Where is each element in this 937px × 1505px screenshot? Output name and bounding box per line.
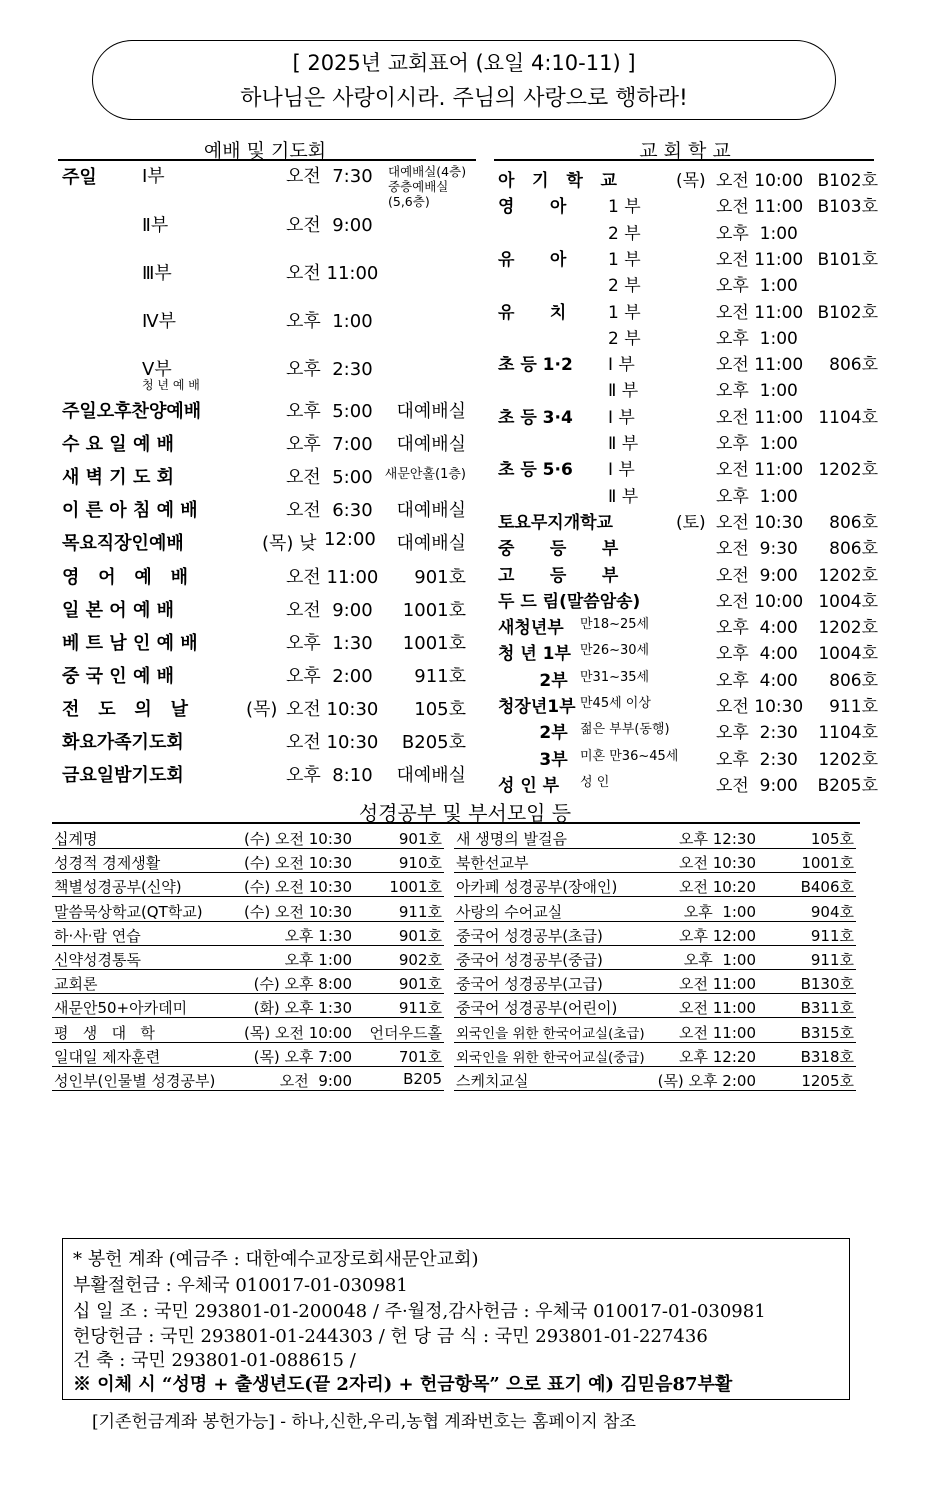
bible-row-right	[454, 995, 856, 1018]
bible-row-left	[52, 1020, 444, 1043]
worship-time: 오전 6:30	[286, 500, 373, 522]
study-room: 언더우드홀	[369, 1023, 442, 1042]
study-time: (수) 오전 10:30	[244, 902, 352, 921]
study-name: 중국어 성경공부(어린이)	[456, 999, 618, 1018]
worship-room: 대예배실	[396, 765, 466, 787]
school-name: 2부	[498, 670, 568, 691]
worship-room: 대예배실	[396, 533, 466, 555]
worship-row	[62, 761, 472, 791]
study-room: B406호	[800, 878, 854, 897]
school-row	[498, 613, 878, 639]
study-name: 성경적 경제생활	[54, 854, 161, 873]
school-time: 오후 2:30	[716, 723, 798, 744]
school-room: 806호	[829, 355, 878, 376]
school-time: 오전 11:00	[716, 407, 804, 428]
service-part: Ⅳ부	[142, 311, 176, 332]
study-time: (수) 오전 10:30	[244, 830, 352, 848]
service-time: 오전 7:30	[286, 166, 373, 187]
study-room: 1001호	[801, 854, 854, 873]
school-room: 1004호	[818, 644, 878, 665]
school-sub: Ⅱ 부	[608, 434, 639, 454]
school-time: 오전 11:00	[716, 355, 804, 376]
school-time: 오전 10:30	[716, 512, 804, 533]
school-name: 3부	[498, 749, 568, 770]
school-room: B101호	[817, 249, 878, 270]
school-time: 오후 2:30	[716, 749, 798, 770]
school-sub: Ⅱ 부	[608, 381, 639, 402]
school-name: 초 등 3·4	[498, 407, 573, 428]
worship-time: 12:00	[324, 529, 376, 551]
school-name: 토요무지개학교	[498, 512, 613, 533]
school-row	[498, 508, 878, 534]
worship-day: (목) 낮	[262, 533, 317, 555]
school-room: B103호	[817, 197, 878, 218]
worship-title-rule	[58, 159, 476, 161]
school-room: 1104호	[818, 407, 878, 428]
worship-room: 새문안홀(1층)	[384, 467, 466, 483]
study-name: 새 생명의 발걸음	[456, 830, 567, 848]
school-row	[498, 166, 878, 192]
bible-row-right	[454, 923, 856, 946]
school-sub: 만26~30세	[580, 643, 650, 659]
sunday-service-row	[62, 307, 472, 337]
school-name: 아 기 학 교	[498, 171, 617, 191]
school-time: 오전 10:00	[716, 591, 804, 612]
school-room: 1004호	[818, 591, 878, 612]
worship-name: 영 어 예 배	[62, 566, 188, 588]
bible-row-right	[454, 1020, 856, 1043]
study-time: 오전 10:20	[679, 878, 756, 897]
offering-line: 헌당헌금 : 국민 293801-01-244303 / 헌 당 금 식 : 국민 293801-01-227436	[73, 1326, 708, 1347]
school-row	[498, 692, 878, 718]
school-name: 2부	[498, 723, 568, 744]
school-time: 오전 9:00	[716, 775, 798, 796]
school-time: 오후 4:00	[716, 644, 798, 665]
study-room: 910호	[398, 854, 442, 873]
worship-time: 오후 8:10	[286, 765, 373, 787]
worship-row	[62, 629, 472, 659]
school-time: 오전 11:00	[716, 302, 804, 323]
study-name: 신약성경통독	[54, 951, 141, 969]
school-room: B102호	[817, 302, 878, 323]
offering-line: 건 축 : 국민 293801-01-088615 /	[73, 1350, 356, 1371]
bible-row-right	[454, 1044, 856, 1067]
school-row	[498, 245, 878, 271]
study-time: 오전 11:00	[679, 1023, 756, 1042]
worship-room: 1001호	[402, 599, 466, 621]
study-room: 901호	[398, 926, 442, 945]
service-time: 오후 1:00	[286, 311, 373, 332]
study-room: 901호	[398, 830, 442, 848]
school-room: B205호	[817, 775, 878, 796]
school-row	[498, 639, 878, 665]
school-row	[498, 429, 878, 455]
school-row	[498, 534, 878, 560]
worship-day: (목)	[246, 698, 278, 720]
school-time: 오후 4:00	[716, 618, 798, 639]
school-name: 청 년 1부	[498, 644, 571, 665]
school-name: 중 등 부	[498, 539, 619, 560]
study-time: (목) 오후 2:00	[657, 1072, 756, 1090]
study-room: 1205호	[801, 1072, 854, 1090]
study-time: (수) 오전 10:30	[244, 878, 352, 897]
school-room: 1202호	[818, 460, 878, 481]
study-name: 중국어 성경공부(중급)	[456, 951, 603, 969]
worship-time: 오전 10:30	[286, 732, 379, 753]
school-row	[498, 666, 878, 692]
school-time: 오전 11:00	[716, 249, 804, 270]
worship-row	[62, 496, 472, 526]
bible-row-left	[52, 995, 444, 1018]
worship-row	[62, 529, 472, 559]
school-room: 806호	[829, 512, 878, 533]
study-name: 사랑의 수어교실	[456, 902, 563, 921]
school-row	[498, 271, 878, 297]
school-row	[498, 561, 878, 587]
school-sub: 미혼 만36~45세	[580, 748, 679, 764]
worship-time: 오후 5:00	[286, 401, 373, 422]
study-time: 오후 1:00	[683, 951, 756, 969]
school-row	[498, 403, 878, 429]
school-row	[498, 745, 878, 771]
sunday-label: 주일	[62, 167, 97, 188]
motto-box	[92, 40, 836, 120]
school-time: 오전 11:00	[716, 197, 804, 218]
study-room: B318호	[800, 1047, 854, 1066]
school-sub: 만31~35세	[580, 669, 650, 685]
bible-row-right	[454, 850, 856, 873]
worship-row	[62, 596, 472, 626]
school-row	[498, 587, 878, 613]
study-time: 오전 11:00	[679, 975, 756, 994]
worship-time: 오전 10:30	[286, 698, 379, 720]
school-name: 새청년부	[498, 618, 564, 639]
school-time: 오전 10:00	[716, 171, 804, 191]
school-room: 1202호	[818, 565, 878, 586]
worship-room: 대예배실	[396, 500, 466, 522]
youth-worship-note: 청 년 예 배	[142, 378, 200, 392]
school-name: 성 인 부	[498, 775, 560, 796]
study-name: 일대일 제자훈련	[54, 1047, 161, 1066]
school-title-rule	[494, 159, 874, 161]
study-name: 말씀묵상학교(QT학교)	[54, 902, 203, 921]
school-name: 두 드 림(말씀암송)	[498, 591, 641, 612]
school-sub: (목)	[676, 171, 706, 191]
worship-time: 오후 2:00	[286, 665, 373, 687]
school-room: 1202호	[818, 749, 878, 770]
school-sub: Ⅰ 부	[608, 460, 635, 481]
study-name: 중국어 성경공부(초급)	[456, 926, 603, 945]
bible-row-right	[454, 899, 856, 922]
school-sub: (토)	[676, 512, 706, 533]
worship-name: 수 요 일 예 배	[62, 434, 175, 456]
school-sub: 만45세 이상	[580, 696, 651, 711]
school-room: 1104호	[818, 723, 878, 744]
sunday-service-row	[62, 259, 472, 289]
study-time: 오후 12:30	[679, 830, 756, 848]
school-room: 806호	[829, 539, 878, 560]
school-time: 오전 9:30	[716, 539, 798, 560]
worship-name: 중 국 인 예 배	[62, 665, 175, 687]
study-room: 911호	[810, 926, 854, 945]
worship-room: B205호	[401, 732, 466, 753]
school-sub: Ⅰ 부	[608, 355, 635, 376]
school-sub: 1 부	[608, 197, 641, 218]
worship-room: 1001호	[402, 632, 466, 654]
study-room: 911호	[398, 902, 442, 921]
school-time: 오후 1:00	[716, 328, 798, 349]
bible-row-right	[454, 874, 856, 897]
service-part: Ⅱ부	[142, 215, 169, 236]
worship-room: 901호	[414, 566, 466, 588]
study-time: (목) 오전 10:00	[244, 1023, 352, 1042]
study-room: 901호	[398, 975, 442, 994]
study-time: (수) 오후 8:00	[253, 975, 352, 994]
school-time: 오후 1:00	[716, 381, 798, 402]
bible-row-right	[454, 1068, 856, 1091]
motto-verse: 하나님은 사랑이시라. 주님의 사랑으로 행하라!	[240, 86, 688, 111]
school-time: 오전 9:00	[716, 565, 798, 586]
study-time: 오후 1:00	[284, 951, 352, 969]
study-name: 교회론	[54, 975, 98, 994]
school-sub: Ⅰ 부	[608, 407, 635, 428]
study-room: 911호	[398, 999, 442, 1018]
school-room: 911호	[829, 697, 878, 717]
school-sub: 1 부	[608, 302, 641, 323]
bible-row-left	[52, 923, 444, 946]
offering-line: 십 일 조 : 국민 293801-01-200048 / 주·월정,감사헌금 : 우체국 010017-01-030981	[73, 1301, 766, 1322]
worship-name: 화요가족기도회	[62, 732, 184, 753]
bible-row-left	[52, 899, 444, 922]
school-sub: 만18~25세	[580, 617, 650, 633]
study-name: 십계명	[54, 830, 98, 848]
study-name: 책별성경공부(신약)	[54, 878, 182, 897]
study-time: (수) 오전 10:30	[244, 854, 352, 873]
school-sub: 2 부	[608, 328, 641, 349]
study-time: (목) 오후 7:00	[253, 1047, 352, 1066]
worship-row	[62, 695, 472, 725]
worship-room: 105호	[414, 698, 466, 720]
offering-box	[62, 1238, 850, 1400]
study-name: 외국인을 위한 한국어교실(중급)	[456, 1049, 645, 1066]
service-time: 오전 9:00	[286, 215, 373, 236]
worship-row	[62, 662, 472, 692]
school-row	[498, 482, 878, 508]
school-row	[498, 192, 878, 218]
bible-row-left	[52, 826, 444, 849]
worship-name: 목요직장인예배	[62, 533, 184, 555]
school-time: 오후 1:00	[716, 223, 798, 244]
worship-name: 주일오후찬양예배	[62, 401, 202, 422]
school-section-title: 교 회 학 교	[639, 140, 731, 162]
offering-line: * 봉헌 계좌 (예금주 : 대한예수교장로회새문안교회)	[73, 1249, 479, 1270]
worship-name: 전 도 의 날	[62, 698, 188, 720]
service-part: Ⅴ부	[142, 359, 172, 380]
worship-row	[62, 430, 472, 460]
study-room: B315호	[800, 1023, 854, 1042]
school-sub: 성 인	[580, 774, 610, 790]
school-name: 초 등 5·6	[498, 460, 573, 481]
worship-row	[62, 728, 472, 758]
school-time: 오후 4:00	[716, 670, 798, 691]
study-room: 904호	[810, 902, 854, 921]
school-row	[498, 771, 878, 797]
worship-time: 오후 7:00	[286, 434, 373, 456]
worship-name: 금요일밤기도회	[62, 765, 184, 787]
worship-row	[62, 463, 472, 493]
worship-name: 새 벽 기 도 회	[62, 467, 175, 489]
study-time: 오후 12:20	[679, 1047, 756, 1066]
school-room: B102호	[817, 171, 878, 191]
study-time: 오전 11:00	[679, 999, 756, 1018]
bible-row-right	[454, 971, 856, 994]
study-name: 북한선교부	[456, 854, 529, 873]
sunday-service-row	[62, 162, 472, 192]
bible-title-rule	[52, 822, 860, 824]
offering-footer: [기존헌금계좌 봉헌가능] - 하나,신한,우리,농협 계좌번호는 홈페이지 참조	[92, 1412, 636, 1432]
school-time: 오후 1:00	[716, 434, 798, 454]
study-name: 하·사·람 연습	[54, 926, 141, 945]
study-time: 오전 10:30	[679, 854, 756, 873]
study-time: 오후 1:00	[683, 902, 756, 921]
study-time: (화) 오후 1:30	[253, 999, 352, 1018]
study-room: 902호	[398, 951, 442, 969]
study-time: 오전 9:00	[279, 1072, 352, 1090]
worship-name: 이 른 아 침 예 배	[62, 500, 198, 522]
school-time: 오전 11:00	[716, 460, 804, 481]
school-name: 유 치	[498, 302, 567, 323]
study-name: 중국어 성경공부(고급)	[456, 975, 603, 994]
worship-row	[62, 397, 472, 427]
study-room: B130호	[800, 975, 854, 994]
worship-name: 일 본 어 예 배	[62, 599, 175, 621]
worship-name: 베 트 남 인 예 배	[62, 632, 198, 654]
school-sub: 젊은 부부(동행)	[580, 722, 670, 738]
school-row	[498, 219, 878, 245]
school-room: 1202호	[818, 618, 878, 639]
offering-line: 부활절헌금 : 우체국 010017-01-030981	[73, 1275, 408, 1296]
worship-room: 대예배실	[396, 434, 466, 456]
study-name: 평 생 대 학	[54, 1023, 155, 1042]
worship-section-title: 예배 및 기도회	[203, 140, 327, 162]
worship-time: 오전 9:00	[286, 599, 373, 621]
study-name: 아카페 성경공부(장애인)	[456, 878, 618, 897]
study-room: 1001호	[389, 878, 442, 897]
bible-row-left	[52, 947, 444, 970]
school-sub: Ⅱ 부	[608, 486, 639, 507]
bible-section-title: 성경공부 및 부서모임 등	[358, 801, 572, 825]
school-sub: 2 부	[608, 223, 641, 244]
study-room: 105호	[810, 830, 854, 848]
school-name: 초 등 1·2	[498, 355, 573, 376]
school-time: 오전 10:30	[716, 697, 804, 717]
school-row	[498, 718, 878, 744]
service-time: 오후 2:30	[286, 359, 373, 380]
worship-room: 대예배실	[396, 401, 466, 422]
study-room: 911호	[810, 951, 854, 969]
study-time: 오후 1:30	[284, 926, 352, 945]
study-name: 외국인을 위한 한국어교실(초급)	[456, 1025, 645, 1042]
study-name: 스케치교실	[456, 1072, 529, 1090]
study-room: 701호	[398, 1047, 442, 1066]
school-row	[498, 350, 878, 376]
sunday-rooms-note: 대예배실(4층) 중층예배실 (5,6층)	[388, 164, 467, 209]
school-sub: 2 부	[608, 276, 641, 297]
bible-row-left	[52, 971, 444, 994]
bible-row-left	[52, 1044, 444, 1067]
school-name: 고 등 부	[498, 565, 619, 586]
worship-time: 오후 1:30	[286, 632, 373, 654]
study-room: B311호	[800, 999, 854, 1018]
study-name: 성인부(인물별 성경공부)	[54, 1072, 216, 1090]
service-part: Ⅲ부	[142, 263, 172, 284]
school-time: 오후 1:00	[716, 486, 798, 507]
bible-row-right	[454, 947, 856, 970]
school-name: 영 아	[498, 197, 567, 218]
motto-title: [ 2025년 교회표어 (요일 4:10-11) ]	[292, 51, 636, 75]
school-row	[498, 455, 878, 481]
school-sub: 1 부	[608, 249, 641, 270]
school-room: 806호	[829, 670, 878, 691]
worship-time: 오전 11:00	[286, 566, 379, 588]
bible-row-left	[52, 1068, 444, 1091]
sunday-service-row	[62, 355, 472, 385]
study-room: B205	[403, 1070, 442, 1088]
school-row	[498, 376, 878, 402]
school-name: 청장년1부	[498, 697, 576, 717]
school-time: 오후 1:00	[716, 276, 798, 297]
service-part: Ⅰ부	[142, 166, 165, 187]
bible-row-left	[52, 874, 444, 897]
bible-row-right	[454, 826, 856, 849]
bible-row-left	[52, 850, 444, 873]
school-row	[498, 324, 878, 350]
worship-room: 911호	[414, 665, 466, 687]
school-name: 유 아	[498, 249, 567, 270]
worship-row	[62, 563, 472, 593]
service-time: 오전 11:00	[286, 263, 379, 284]
school-row	[498, 298, 878, 324]
offering-note: ※ 이체 시 “성명 + 출생년도(끝 2자리) + 헌금항목” 으로 표기 예) 김믿음87부활	[73, 1374, 733, 1395]
study-time: 오후 12:00	[679, 926, 756, 945]
sunday-service-row	[62, 211, 472, 241]
study-name: 새문안50+아카데미	[54, 999, 188, 1018]
worship-time: 오전 5:00	[286, 467, 373, 489]
